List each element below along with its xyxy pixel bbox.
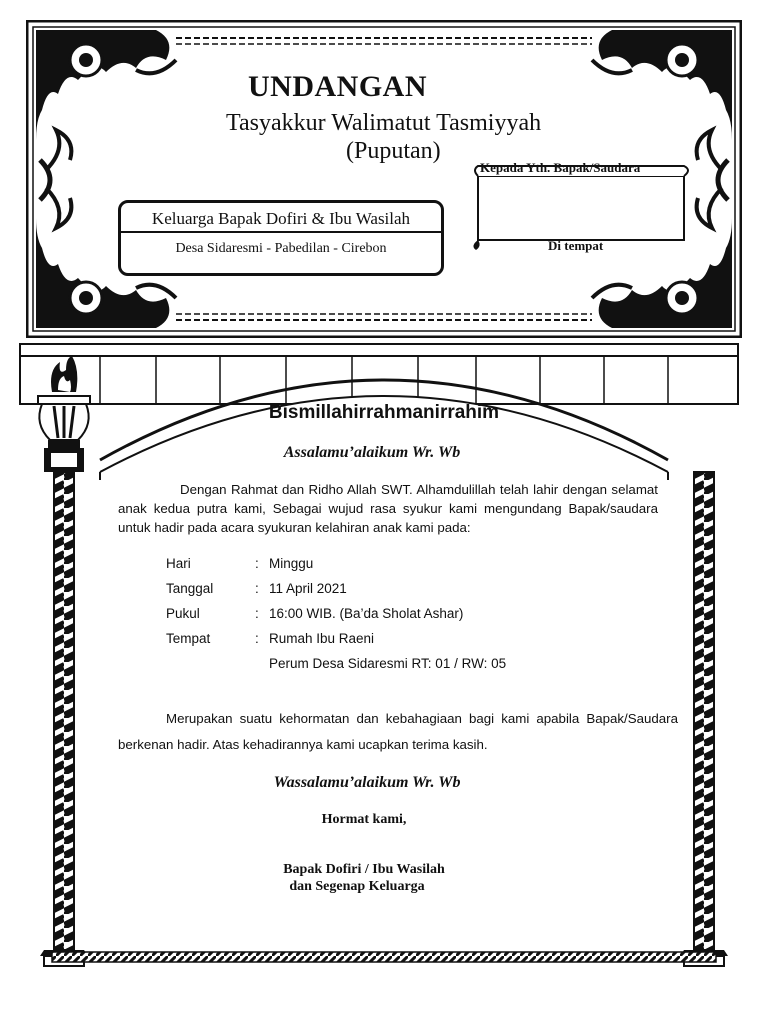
invitation-title: UNDANGAN: [248, 70, 427, 103]
detail-label-time: Pukul: [166, 606, 200, 621]
detail-sep: :: [255, 581, 259, 596]
basmalah: Bismillahirrahmanirrahim: [268, 402, 500, 423]
bottom-border: [52, 952, 716, 962]
signature-line-2: dan Segenap Keluarga: [289, 879, 425, 894]
detail-value-place: Rumah Ibu Raeni: [269, 631, 375, 646]
closing-greeting: Wassalamu’alaikum Wr. Wb: [273, 774, 461, 791]
detail-sep: :: [255, 556, 259, 571]
sender-address: Desa Sidaresmi - Pabedilan - Cirebon: [175, 241, 387, 256]
regards: Hormat kami,: [321, 812, 407, 827]
detail-label-date: Tanggal: [166, 581, 214, 596]
detail-sep: :: [255, 606, 259, 621]
closing-paragraph: Merupakan suatu kehormatan dan kebahagiaan bagi kami apabila Bapak/Saudara berkenan hadir. Atas kehadirannya kami ucapkan terima kasih.: [118, 711, 678, 752]
event-name: Tasyakkur Walimatut Tasmiyyah: [226, 110, 542, 136]
detail-value-day: Minggu: [269, 556, 314, 571]
detail-label-day: Hari: [166, 556, 191, 571]
corner-ornament-top-right: [592, 30, 732, 170]
intro-paragraph: Dengan Rahmat dan Ridho Allah SWT. Alhamdulillah telah lahir dengan selamat anak kedua putra kami, Sebagai wujud rasa syukur kami mengundang Bapak/saudara untuk hadir pada acara syukuran kelahiran anak kami pada:: [118, 482, 658, 535]
detail-label-place: Tempat: [166, 631, 211, 646]
opening-greeting: Assalamu’alaikum Wr. Wb: [283, 444, 461, 461]
letter-frame: [0, 340, 768, 1024]
detail-sep: :: [255, 631, 259, 646]
recipient-place: Di tempat: [548, 238, 604, 253]
ornamental-frame: [26, 20, 742, 338]
invitation-cover: [26, 20, 742, 338]
corner-ornament-top-left: [36, 30, 176, 170]
sender-box-divider: [121, 231, 441, 233]
detail-value-address: Perum Desa Sidaresmi RT: 01 / RW: 05: [269, 656, 507, 671]
signature-line-1: Bapak Dofiri / Ibu Wasilah: [283, 862, 445, 877]
event-name-paren: (Puputan): [346, 138, 441, 164]
detail-value-time: 16:00 WIB. (Ba’da Sholat Ashar): [269, 606, 464, 621]
sender-box: [118, 200, 444, 276]
sender-family-name: Keluarga Bapak Dofiri & Ibu Wasilah: [151, 209, 411, 228]
recipient-label: Kepada Yth. Bapak/Saudara: [480, 160, 641, 175]
detail-value-date: 11 April 2021: [269, 581, 347, 596]
